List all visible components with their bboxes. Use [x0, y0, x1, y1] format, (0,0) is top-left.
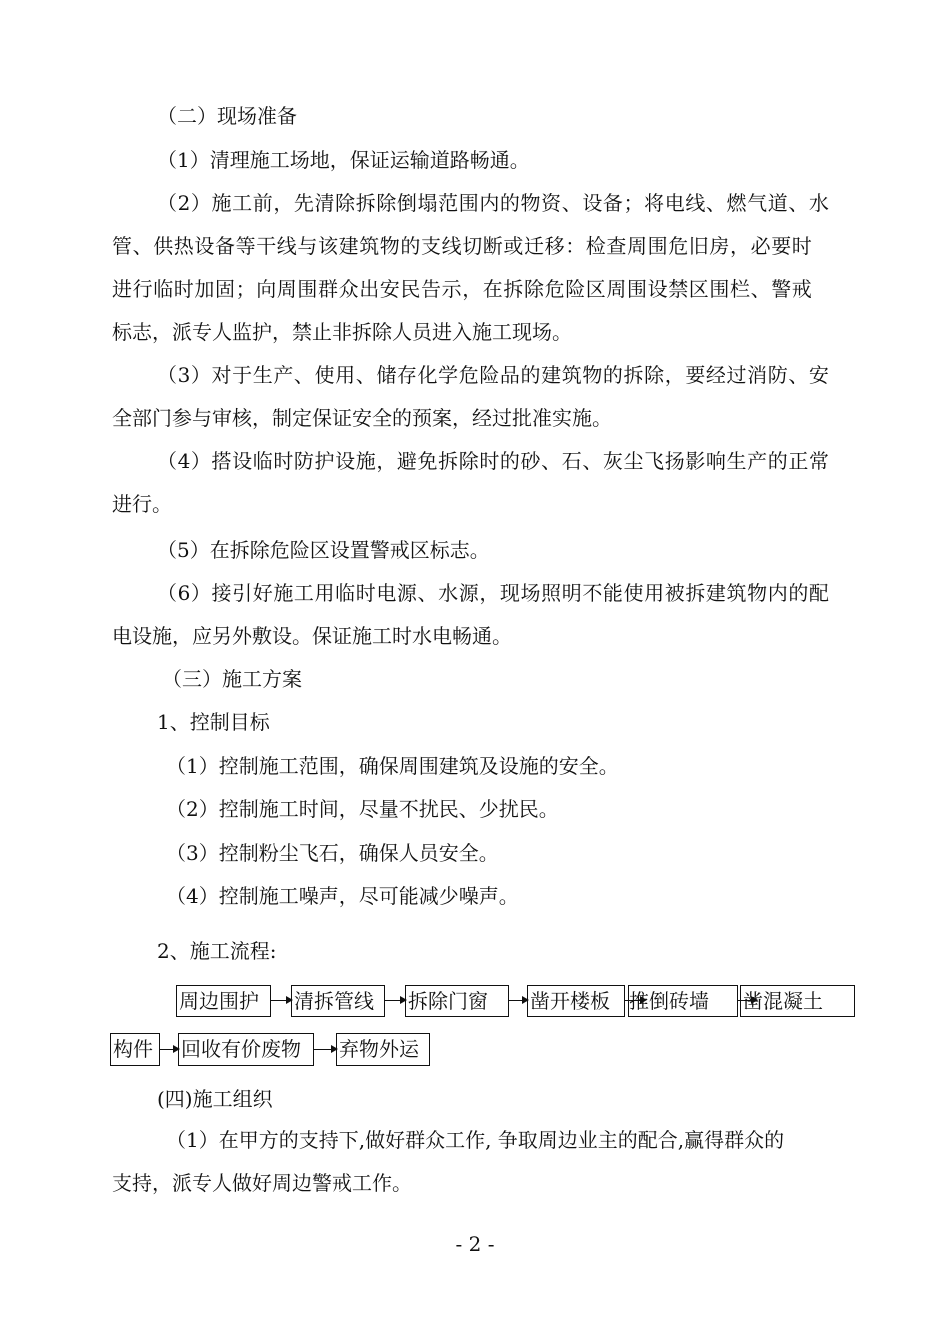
flow-step-box: 拆除门窗	[405, 985, 509, 1017]
paragraph-line: （1）在甲方的支持下,做好群众工作, 争取周边业主的配合,赢得群众的	[166, 1128, 785, 1152]
goal-item: （3）控制粉尘飞石，确保人员安全。	[166, 841, 499, 865]
paragraph-line: （6）接引好施工用临时电源、水源，现场照明不能使用被拆建筑物内的配	[157, 581, 830, 605]
flow-arrow	[271, 1000, 291, 1001]
page-number: - 2 -	[455, 1232, 495, 1256]
paragraph-line: 全部门参与审核，制定保证安全的预案，经过批准实施。	[112, 406, 612, 430]
paragraph-line: 电设施，应另外敷设。保证施工时水电畅通。	[112, 624, 512, 648]
flow-step-box: 弃物外运	[336, 1033, 430, 1066]
paragraph-line: 进行。	[112, 492, 172, 516]
paragraph-line: 标志，派专人监护，禁止非拆除人员进入施工现场。	[112, 320, 572, 344]
paragraph-line: （1）清理施工场地，保证运输道路畅通。	[157, 148, 530, 172]
flow-step-box: 推倒砖墙	[628, 985, 738, 1017]
flow-arrow	[314, 1049, 336, 1050]
flow-arrow	[160, 1049, 178, 1050]
flow-step-box: 清拆管线	[291, 985, 385, 1017]
paragraph-line: （3）对于生产、使用、储存化学危险品的建筑物的拆除，要经过消防、安	[157, 363, 830, 387]
section-heading: （二）现场准备	[157, 104, 297, 128]
flow-step-box: 凿开楼板	[527, 985, 625, 1017]
subheading: 1、控制目标	[157, 710, 270, 734]
paragraph-line: （5）在拆除危险区设置警戒区标志。	[157, 538, 490, 562]
paragraph-line: 支持，派专人做好周边警戒工作。	[112, 1171, 412, 1195]
goal-item: （4）控制施工噪声，尽可能减少噪声。	[166, 884, 519, 908]
flow-arrow	[509, 1000, 527, 1001]
subheading: 2、施工流程:	[157, 939, 277, 963]
paragraph-line: （2）施工前，先清除拆除倒塌范围内的物资、设备；将电线、燃气道、水	[157, 191, 830, 215]
paragraph-line: （4）搭设临时防护设施，避免拆除时的砂、石、灰尘飞扬影响生产的正常	[157, 449, 830, 473]
flow-step-box: 周边围护	[176, 985, 271, 1017]
flow-arrow	[385, 1000, 405, 1001]
flow-step-box: 构件	[110, 1033, 160, 1066]
paragraph-line: 管、供热设备等干线与该建筑物的支线切断或迁移：检查周围危旧房，必要时	[112, 234, 813, 258]
paragraph-line: 进行临时加固；向周围群众出安民告示，在拆除危险区周围设禁区围栏、警戒	[112, 277, 813, 301]
section-heading: (四)施工组织	[157, 1087, 273, 1111]
flow-step-box: 凿混凝土	[740, 985, 855, 1017]
goal-item: （1）控制施工范围，确保周围建筑及设施的安全。	[166, 754, 619, 778]
flow-step-box: 回收有价废物	[178, 1033, 314, 1066]
goal-item: （2）控制施工时间，尽量不扰民、少扰民。	[166, 797, 559, 821]
section-heading: （三）施工方案	[162, 667, 302, 691]
